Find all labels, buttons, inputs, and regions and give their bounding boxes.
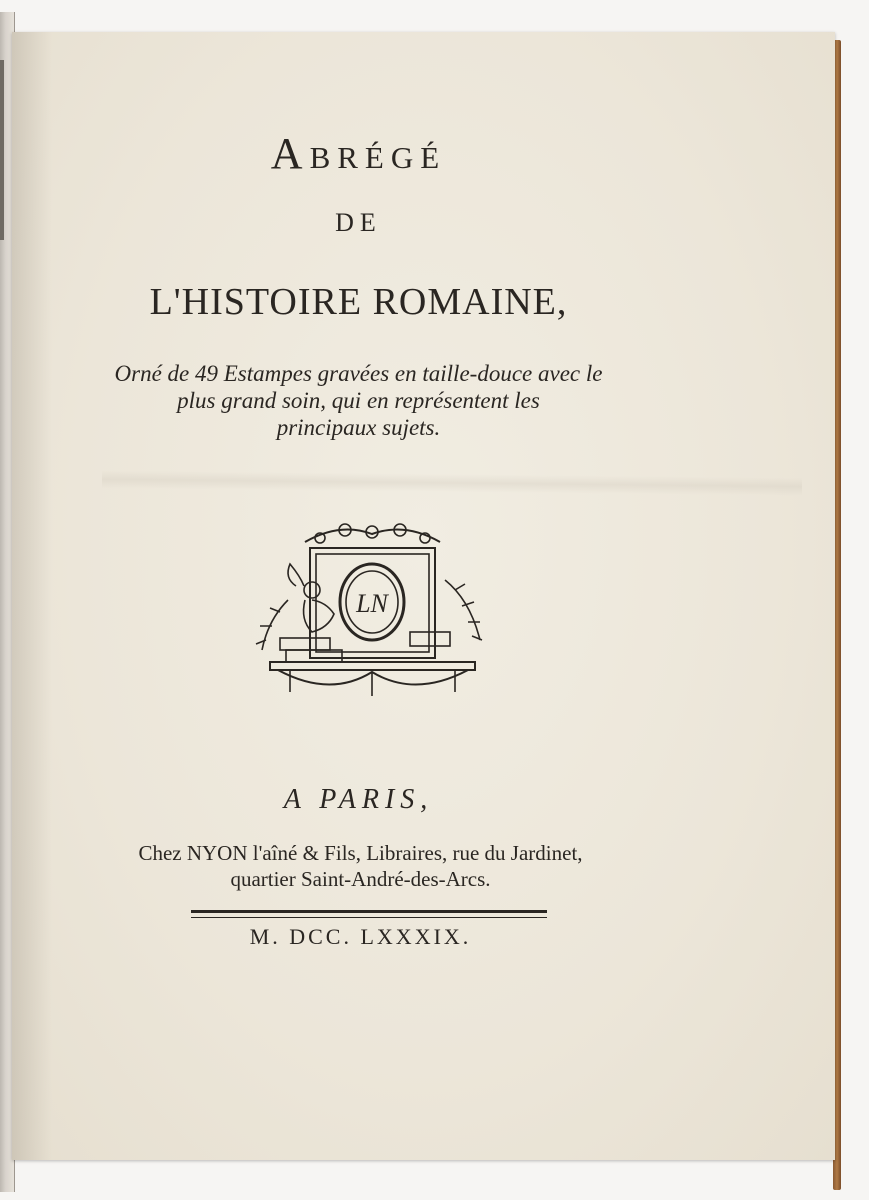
imprint-publisher [0,840,772,892]
rule-thick [191,910,547,913]
title-de: DE [335,208,382,237]
publisher-line: quartier Saint-André-des-Arcs. [230,867,491,891]
subtitle [0,360,770,441]
subtitle-line: Orné de 49 Estampes gravées en taille-douce avec le [114,361,603,386]
title-line-2: L'HISTOIRE ROMAINE, [149,281,568,323]
vignette-monogram: LN [356,589,388,618]
subtitle-line: principaux sujets. [276,415,441,440]
title-page [12,32,835,1160]
imprint-year: M. DCC. LXXXIX. [249,924,472,949]
rule-thin [191,917,547,918]
publisher-line: Chez NYON l'aîné & Fils, Libraires, rue du Jardinet, [138,841,583,865]
title-line-1: Abrégé [270,129,447,178]
imprint-city: A PARIS, [283,784,434,815]
subtitle-line: plus grand soin, qui en représentent les [177,388,540,413]
printer-vignette-icon [250,520,495,700]
